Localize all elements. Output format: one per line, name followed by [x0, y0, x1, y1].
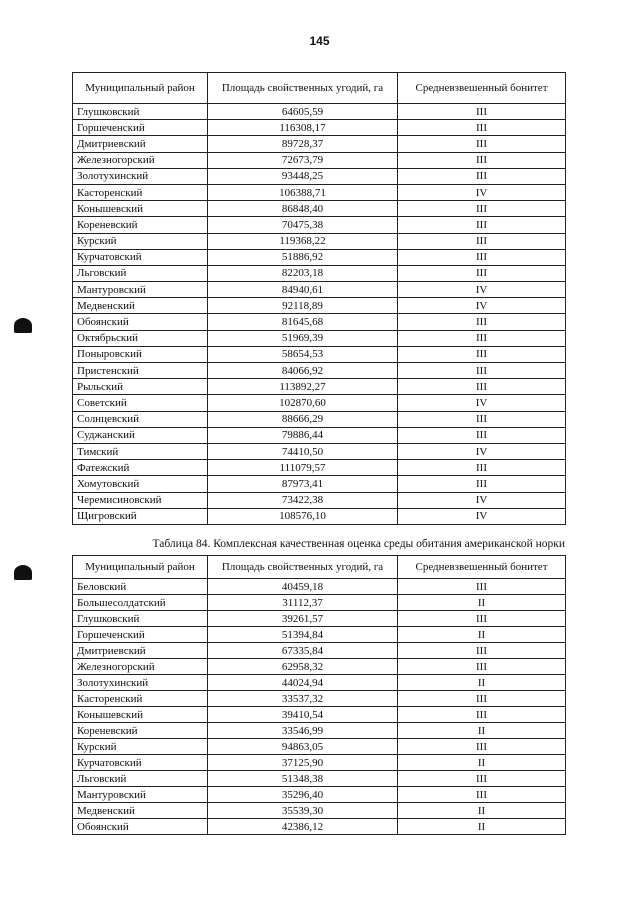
cell-area: 51348,38: [208, 771, 398, 787]
cell-district: Дмитриевский: [73, 643, 208, 659]
cell-bonitet: IV: [398, 184, 566, 200]
page-number: 145: [309, 34, 330, 48]
cell-area: 42386,12: [208, 819, 398, 835]
cell-bonitet: III: [398, 611, 566, 627]
table-row: [73, 136, 566, 152]
cell-bonitet: III: [398, 168, 566, 184]
table-row: [73, 330, 566, 346]
cell-district: Конышевский: [73, 707, 208, 723]
cell-district: Золотухинский: [73, 168, 208, 184]
cell-bonitet: III: [398, 739, 566, 755]
column-header-district: Муниципальный район: [73, 73, 208, 104]
cell-district: Курский: [73, 739, 208, 755]
cell-area: 108576,10: [208, 508, 398, 524]
table-row: [73, 104, 566, 120]
table-caption: Таблица 84. Комплексная качественная оценка среды обитания американской норки: [152, 538, 565, 550]
table-row: [73, 201, 566, 217]
cell-area: 106388,71: [208, 184, 398, 200]
cell-bonitet: III: [398, 427, 566, 443]
cell-area: 73422,38: [208, 492, 398, 508]
cell-district: Льговский: [73, 265, 208, 281]
cell-district: Пристенский: [73, 363, 208, 379]
table-header-row: [73, 73, 566, 104]
cell-bonitet: IV: [398, 443, 566, 459]
table-row: [73, 120, 566, 136]
table-row: [73, 803, 566, 819]
cell-district: Курский: [73, 233, 208, 249]
cell-area: 74410,50: [208, 443, 398, 459]
cell-district: Солнцевский: [73, 411, 208, 427]
table-row: [73, 659, 566, 675]
table-row: [73, 611, 566, 627]
table-row: [73, 265, 566, 281]
cell-district: Горшеченский: [73, 627, 208, 643]
cell-bonitet: IV: [398, 492, 566, 508]
cell-area: 39261,57: [208, 611, 398, 627]
cell-bonitet: III: [398, 346, 566, 362]
cell-area: 62958,32: [208, 659, 398, 675]
table-row: [73, 739, 566, 755]
table-row: [73, 152, 566, 168]
cell-area: 89728,37: [208, 136, 398, 152]
cell-area: 35296,40: [208, 787, 398, 803]
cell-bonitet: II: [398, 595, 566, 611]
cell-bonitet: III: [398, 217, 566, 233]
cell-area: 113892,27: [208, 379, 398, 395]
cell-area: 81645,68: [208, 314, 398, 330]
table-row: [73, 707, 566, 723]
cell-area: 44024,94: [208, 675, 398, 691]
cell-area: 31112,37: [208, 595, 398, 611]
cell-district: Рыльский: [73, 379, 208, 395]
cell-bonitet: III: [398, 104, 566, 120]
cell-bonitet: II: [398, 803, 566, 819]
table-row: [73, 411, 566, 427]
table-row: [73, 443, 566, 459]
cell-district: Хомутовский: [73, 476, 208, 492]
cell-area: 94863,05: [208, 739, 398, 755]
cell-area: 116308,17: [208, 120, 398, 136]
cell-bonitet: II: [398, 627, 566, 643]
table-row: [73, 675, 566, 691]
table-1: [72, 72, 566, 525]
cell-area: 35539,30: [208, 803, 398, 819]
cell-area: 51969,39: [208, 330, 398, 346]
column-header-district: Муниципальный район: [73, 556, 208, 579]
cell-district: Мантуровский: [73, 787, 208, 803]
cell-bonitet: III: [398, 379, 566, 395]
cell-area: 93448,25: [208, 168, 398, 184]
column-header-bonitet: Средневзвешенный бонитет: [398, 73, 566, 104]
cell-district: Черемисиновский: [73, 492, 208, 508]
table-row: [73, 298, 566, 314]
cell-district: Касторенский: [73, 691, 208, 707]
cell-district: Касторенский: [73, 184, 208, 200]
table-row: [73, 787, 566, 803]
cell-district: Поныровский: [73, 346, 208, 362]
cell-district: Октябрьский: [73, 330, 208, 346]
cell-bonitet: III: [398, 330, 566, 346]
binder-hole-mark: [14, 318, 32, 333]
binder-hole-mark: [14, 565, 32, 580]
cell-bonitet: III: [398, 233, 566, 249]
cell-bonitet: III: [398, 691, 566, 707]
table-row: [73, 508, 566, 524]
cell-district: Большесолдатский: [73, 595, 208, 611]
cell-district: Глушковский: [73, 104, 208, 120]
table-row: [73, 395, 566, 411]
cell-area: 79886,44: [208, 427, 398, 443]
cell-bonitet: III: [398, 249, 566, 265]
cell-area: 58654,53: [208, 346, 398, 362]
table-row: [73, 427, 566, 443]
cell-bonitet: III: [398, 579, 566, 595]
cell-bonitet: III: [398, 136, 566, 152]
column-header-area: Площадь свойственных угодий, га: [208, 73, 398, 104]
cell-bonitet: III: [398, 659, 566, 675]
cell-district: Горшеченский: [73, 120, 208, 136]
cell-district: Суджанский: [73, 427, 208, 443]
table-1-body: [73, 104, 566, 525]
cell-bonitet: III: [398, 707, 566, 723]
cell-bonitet: III: [398, 314, 566, 330]
table-2-body: [73, 579, 566, 835]
cell-district: Кореневский: [73, 217, 208, 233]
table-row: [73, 723, 566, 739]
cell-bonitet: III: [398, 476, 566, 492]
cell-area: 37125,90: [208, 755, 398, 771]
cell-bonitet: III: [398, 771, 566, 787]
table-row: [73, 643, 566, 659]
cell-bonitet: III: [398, 411, 566, 427]
cell-district: Курчатовский: [73, 755, 208, 771]
table-row: [73, 691, 566, 707]
cell-bonitet: III: [398, 363, 566, 379]
cell-district: Обоянский: [73, 819, 208, 835]
cell-bonitet: III: [398, 152, 566, 168]
cell-area: 111079,57: [208, 460, 398, 476]
cell-bonitet: II: [398, 819, 566, 835]
cell-bonitet: II: [398, 723, 566, 739]
table-row: [73, 314, 566, 330]
table-row: [73, 460, 566, 476]
cell-district: Льговский: [73, 771, 208, 787]
table-header-row: [73, 556, 566, 579]
cell-district: Конышевский: [73, 201, 208, 217]
cell-area: 82203,18: [208, 265, 398, 281]
cell-bonitet: III: [398, 643, 566, 659]
cell-district: Медвенский: [73, 803, 208, 819]
cell-bonitet: III: [398, 201, 566, 217]
table-row: [73, 363, 566, 379]
cell-bonitet: III: [398, 120, 566, 136]
cell-area: 51886,92: [208, 249, 398, 265]
cell-district: Щигровский: [73, 508, 208, 524]
cell-bonitet: III: [398, 787, 566, 803]
cell-district: Обоянский: [73, 314, 208, 330]
cell-district: Дмитриевский: [73, 136, 208, 152]
table-row: [73, 476, 566, 492]
table-row: [73, 579, 566, 595]
cell-area: 51394,84: [208, 627, 398, 643]
cell-bonitet: IV: [398, 298, 566, 314]
cell-district: Курчатовский: [73, 249, 208, 265]
cell-district: Медвенский: [73, 298, 208, 314]
column-header-area: Площадь свойственных угодий, га: [208, 556, 398, 579]
table-row: [73, 492, 566, 508]
column-header-bonitet: Средневзвешенный бонитет: [398, 556, 566, 579]
cell-district: Золотухинский: [73, 675, 208, 691]
cell-district: Кореневский: [73, 723, 208, 739]
table-row: [73, 168, 566, 184]
table-row: [73, 755, 566, 771]
cell-district: Беловский: [73, 579, 208, 595]
cell-area: 119368,22: [208, 233, 398, 249]
table-row: [73, 819, 566, 835]
cell-area: 84940,61: [208, 282, 398, 298]
cell-area: 72673,79: [208, 152, 398, 168]
cell-bonitet: III: [398, 460, 566, 476]
cell-area: 86848,40: [208, 201, 398, 217]
cell-area: 67335,84: [208, 643, 398, 659]
table-row: [73, 346, 566, 362]
cell-area: 88666,29: [208, 411, 398, 427]
cell-bonitet: IV: [398, 282, 566, 298]
table-row: [73, 184, 566, 200]
cell-area: 64605,59: [208, 104, 398, 120]
cell-district: Железногорский: [73, 659, 208, 675]
cell-district: Тимский: [73, 443, 208, 459]
cell-bonitet: II: [398, 675, 566, 691]
table-row: [73, 595, 566, 611]
cell-area: 92118,89: [208, 298, 398, 314]
table-row: [73, 771, 566, 787]
cell-bonitet: III: [398, 265, 566, 281]
cell-area: 40459,18: [208, 579, 398, 595]
cell-district: Мантуровский: [73, 282, 208, 298]
cell-bonitet: II: [398, 755, 566, 771]
table-row: [73, 249, 566, 265]
table-row: [73, 233, 566, 249]
cell-district: Железногорский: [73, 152, 208, 168]
cell-district: Фатежский: [73, 460, 208, 476]
cell-area: 39410,54: [208, 707, 398, 723]
table-row: [73, 379, 566, 395]
cell-area: 87973,41: [208, 476, 398, 492]
cell-district: Советский: [73, 395, 208, 411]
cell-area: 70475,38: [208, 217, 398, 233]
cell-bonitet: IV: [398, 395, 566, 411]
cell-district: Глушковский: [73, 611, 208, 627]
cell-bonitet: IV: [398, 508, 566, 524]
table-row: [73, 282, 566, 298]
table-2: [72, 555, 566, 835]
cell-area: 102870,60: [208, 395, 398, 411]
cell-area: 33537,32: [208, 691, 398, 707]
table-row: [73, 627, 566, 643]
cell-area: 84066,92: [208, 363, 398, 379]
table-row: [73, 217, 566, 233]
cell-area: 33546,99: [208, 723, 398, 739]
